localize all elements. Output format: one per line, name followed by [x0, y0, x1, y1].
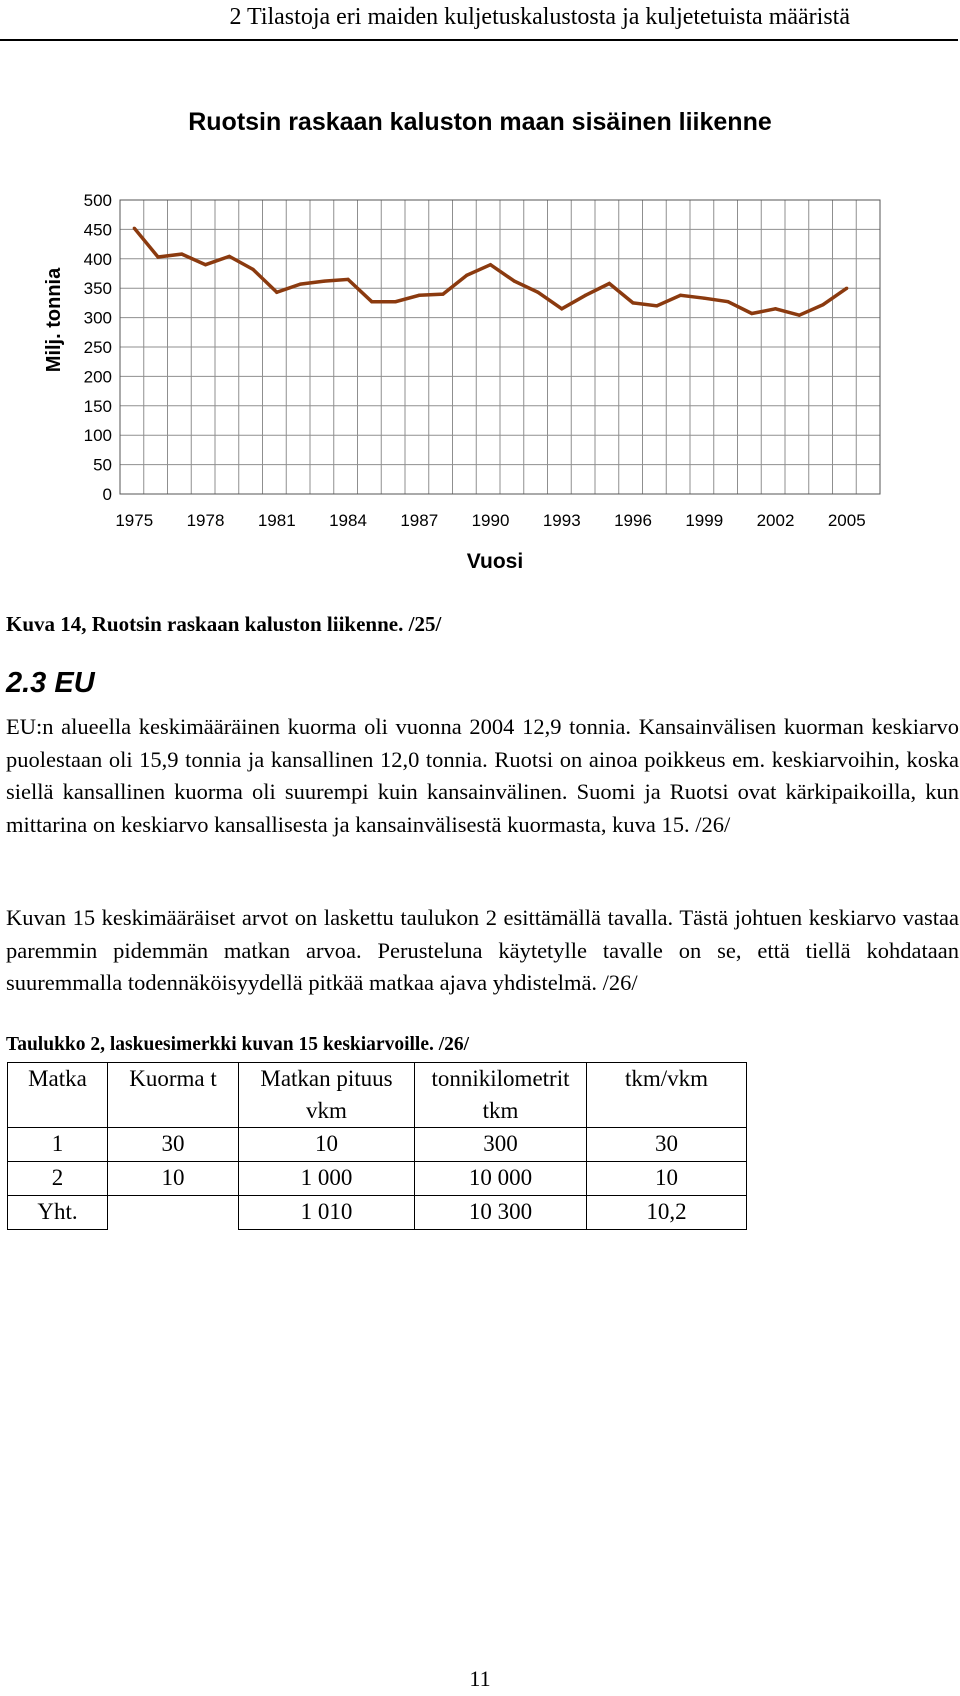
y-tick-label: 450 — [83, 220, 112, 240]
data-point — [133, 227, 136, 230]
data-point — [703, 297, 706, 300]
x-tick-label: 1990 — [471, 511, 510, 530]
header-cell: Matka — [8, 1063, 108, 1128]
table-cell: 10 — [587, 1162, 747, 1196]
y-tick-label: 300 — [83, 308, 112, 328]
table-cell: 30 — [108, 1128, 239, 1162]
table-cell: 10 000 — [415, 1162, 587, 1196]
x-tick-label: 2002 — [756, 511, 795, 530]
data-point — [275, 291, 278, 294]
header-rule — [0, 39, 958, 41]
figure-caption: Kuva 14, Ruotsin raskaan kaluston liikenne. /25/ — [6, 612, 442, 636]
table-cell: 10 — [239, 1128, 415, 1162]
x-tick-label: 1996 — [614, 511, 652, 530]
y-axis-label: Milj. tonnia — [43, 267, 65, 373]
line-chart — [0, 180, 960, 580]
data-point — [323, 280, 326, 283]
data-point — [774, 307, 777, 310]
y-tick-label: 100 — [83, 426, 112, 446]
table-caption: Taulukko 2, laskuesimerkki kuvan 15 keskiarvoille. /26/ — [6, 1034, 470, 1055]
x-axis-label: Vuosi — [466, 550, 524, 573]
data-point — [156, 255, 159, 258]
y-tick-label: 400 — [83, 249, 112, 269]
x-tick-label: 1981 — [257, 511, 296, 530]
x-tick-label: 1984 — [329, 511, 367, 530]
data-point — [536, 291, 539, 294]
data-point — [821, 303, 824, 306]
data-point — [180, 252, 183, 255]
y-tick-label: 150 — [83, 396, 112, 416]
x-tick-label: 1999 — [685, 511, 724, 530]
paragraph-1: EU:n alueella keskimääräinen kuorma oli vuonna 2004 12,9 tonnia. Kansainvälisen kuorman keskiarvo puolestaan oli 15,9 tonnia ja kansallinen 12,0 tonnia. Ruotsi on ainoa poikkeus em. keskiarvoihin, koska siellä kansallinen kuorma oli suurempi kuin kansainvälinen. Suomi ja Ruotsi ovat kärkipaikoilla, kun mittarina on keskiarvo kansallisesta ja kansainvälisestä kuormasta, kuva 15. /26/ — [6, 714, 959, 837]
table-cell: 10 — [108, 1162, 239, 1196]
data-point — [489, 263, 492, 266]
header-cell: Kuorma t — [108, 1063, 239, 1128]
y-tick-label: 250 — [83, 338, 112, 357]
data-point — [228, 255, 231, 258]
chart-title: Ruotsin raskaan kaluston maan sisäinen liikenne — [188, 108, 772, 136]
data-point — [370, 300, 373, 303]
data-point — [465, 274, 468, 277]
table-cell: 10 300 — [415, 1196, 587, 1230]
data-point — [750, 312, 753, 315]
table-cell: 30 — [587, 1128, 747, 1162]
header-cell: tonnikilometrit tkm — [415, 1063, 587, 1128]
x-tick-label: 1987 — [400, 511, 439, 530]
data-point — [608, 282, 611, 285]
y-tick-label: 0 — [102, 485, 112, 504]
running-header-title: 2 Tilastoja eri maiden kuljetuskalustosta ja kuljetetuista määristä — [229, 4, 850, 30]
x-tick-label: 1975 — [115, 511, 154, 530]
running-header — [0, 0, 960, 44]
y-tick-label: 50 — [93, 455, 112, 475]
data-point — [299, 282, 302, 285]
x-tick-label: 1993 — [542, 511, 581, 530]
section-heading: 2.3 EU — [6, 667, 95, 699]
table-row — [8, 1128, 747, 1162]
table-row — [8, 1196, 747, 1230]
data-table — [7, 1062, 747, 1230]
table-cell: 2 — [8, 1162, 108, 1196]
data-point — [631, 301, 634, 304]
data-point — [418, 294, 421, 297]
table-cell: 1 010 — [239, 1196, 415, 1230]
header-cell: Matkan pituus vkm — [239, 1063, 415, 1128]
data-point — [560, 307, 563, 310]
data-point — [513, 280, 516, 283]
y-tick-label: 500 — [83, 191, 112, 210]
data-point — [845, 287, 848, 290]
x-tick-label: 1978 — [186, 511, 225, 530]
table-cell: 10,2 — [587, 1196, 747, 1230]
data-point — [346, 278, 349, 281]
data-point — [655, 304, 658, 307]
data-point — [204, 263, 207, 266]
data-point — [394, 300, 397, 303]
data-point — [679, 294, 682, 297]
x-tick-label: 2005 — [827, 511, 866, 530]
data-point — [251, 268, 254, 271]
header-cell: tkm/vkm — [587, 1063, 747, 1128]
y-tick-label: 200 — [83, 367, 112, 387]
table-cell-empty — [108, 1196, 239, 1230]
table-header-row — [8, 1063, 747, 1128]
y-tick-label: 350 — [83, 279, 112, 299]
page-number: 11 — [469, 1666, 491, 1691]
table-cell: 1 000 — [239, 1162, 415, 1196]
table-cell: 1 — [8, 1128, 108, 1162]
data-series-line — [134, 228, 847, 315]
data-point — [584, 294, 587, 297]
table-cell: Yht. — [8, 1196, 108, 1230]
table-row — [8, 1162, 747, 1196]
data-point — [798, 314, 801, 317]
data-point — [726, 300, 729, 303]
table-cell: 300 — [415, 1128, 587, 1162]
paragraph-2: Kuvan 15 keskimääräiset arvot on laskettu taulukon 2 esittämällä tavalla. Tästä johtuen keskiarvo vastaa paremmin pidemmän matkan arvoa. Perusteluna käytetylle tavalle on se, että tiellä kohdataan suuremmalla todennäköisyydellä pitkää matkaa ajava yhdistelmä. /26/ — [6, 905, 959, 995]
data-point — [441, 292, 444, 295]
